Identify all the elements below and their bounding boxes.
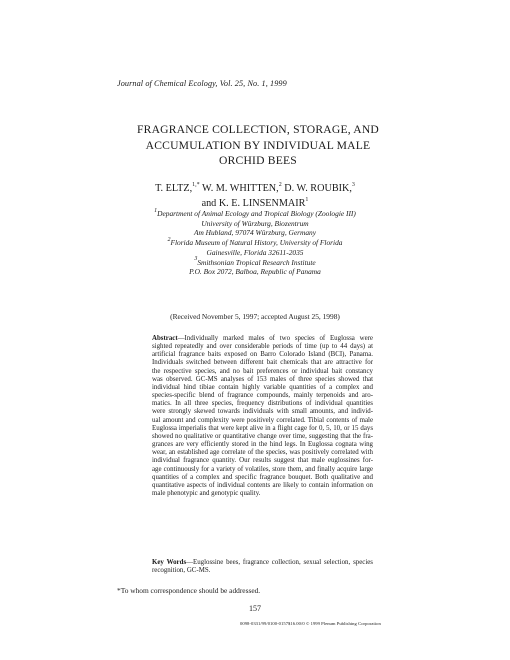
copyright-line: 0098-0331/99/0100-0157$16.00/0 © 1999 Plenum Publishing Corporation — [240, 621, 381, 626]
author-affil-mark: 2 — [278, 181, 282, 188]
affil-text: Smithsonian Tropical Research Institute — [197, 257, 316, 267]
abstract-line — [152, 335, 373, 343]
abstract — [152, 335, 373, 498]
and-conjunction: and — [201, 198, 217, 209]
keywords-line: recognition, GC-MS. — [152, 567, 211, 575]
abstract-line: grances are very efficiently stored in the hind legs. In Euglossa cognata wing — [152, 441, 373, 449]
abstract-line: wear, an established age correlate of the species, was positively correlated with — [152, 449, 373, 457]
page-number: 157 — [249, 604, 261, 613]
keywords-text: —Euglossine bees, fragrance collection, sexual selection, species — [186, 559, 373, 566]
affiliations — [120, 209, 390, 277]
abstract-line: was observed. GC-MS analyses of 153 males of three species showed that — [152, 375, 373, 383]
author-affil-mark: 1 — [305, 196, 309, 203]
affiliation-3-line-1 — [120, 258, 390, 268]
keywords-line — [152, 559, 373, 567]
abstract-line: quantities of a complex and specific fragrance bouquet. Both qualitative and — [152, 473, 373, 481]
author-affil-mark: 3 — [351, 181, 355, 188]
affil-mark: 2 — [167, 236, 171, 243]
abstract-line: Euglossa imperialis that were kept alive in a flight cage for 0, 5, 10, or 15 days — [152, 424, 373, 432]
author-list — [130, 181, 380, 211]
keywords-label: Key Words — [152, 559, 187, 566]
abstract-line: matics. In all three species, frequency distributions of individual quantities — [152, 400, 373, 408]
affiliation-1-line-2: University of Würzburg, Biozentrum — [201, 218, 309, 228]
affil-mark: 3 — [194, 256, 198, 263]
paper-title — [120, 122, 396, 169]
received-dates: (Received November 5, 1997; accepted August 25, 1998) — [170, 312, 340, 321]
author-name: D. W. ROUBIK, — [284, 183, 352, 194]
affiliation-1-line-1 — [120, 209, 390, 219]
journal-citation: Journal of Chemical Ecology, Vol. 25, No. 1, 1999 — [117, 79, 287, 88]
abstract-line: were strongly skewed towards individuals with small amounts, and individ- — [152, 408, 373, 416]
key-words — [152, 559, 373, 575]
abstract-line: artificial fragrance baits exposed on Barro Colorado Island (BCI), Panama. — [152, 351, 373, 359]
abstract-line: male phenotypic and genotypic quality. — [152, 489, 261, 497]
affil-text: Florida Museum of Natural History, University of Florida — [170, 238, 343, 248]
abstract-line: Individuals switched between different bait chemicals that are attractive for — [152, 359, 373, 367]
abstract-text: —Individually marked males of two species of Euglossa were — [177, 335, 373, 342]
abstract-line: ual amount and complexity were positively correlated. Tibial contents of male — [152, 416, 373, 424]
abstract-line: age continuously for a variety of volatiles, store them, and finally acquire large — [152, 465, 373, 473]
author-name: W. M. WHITTEN, — [202, 183, 279, 194]
affiliation-2-line-2: Gainesville, Florida 32611-2035 — [206, 247, 304, 257]
title-line-3: ORCHID BEES — [219, 154, 297, 168]
abstract-line: individual fragrance quantity. Our results suggest that male euglossines for- — [152, 457, 373, 465]
author-affil-mark: 1,* — [192, 181, 200, 188]
abstract-line: sighted repeatedly and over considerable periods of time (up to 44 days) at — [152, 343, 373, 351]
author-name: K. E. LINSENMAIR — [218, 198, 306, 209]
affiliation-3-line-2: P.O. Box 2072, Balboa, Republic of Panama — [189, 267, 321, 277]
abstract-line: showed no qualitative or quantitative change over time, suggesting that the fra- — [152, 432, 373, 440]
abstract-line: the respective species, and no bait preferences or individual bait constancy — [152, 367, 373, 375]
correspondence-footnote: *To whom correspondence should be addressed. — [117, 586, 261, 595]
author-line-1 — [130, 181, 380, 196]
affil-text: Department of Animal Ecology and Tropical Biology (Zoologie III) — [157, 209, 356, 218]
abstract-line: species-specific blend of fragrance compounds, mainly terpenoids and aro- — [152, 392, 373, 400]
affiliation-1-line-3: Am Hubland, 97074 Würzburg, Germany — [193, 228, 317, 238]
abstract-label: Abstract — [152, 335, 178, 342]
title-line-2: ACCUMULATION BY INDIVIDUAL MALE — [145, 138, 371, 152]
abstract-line: individual hind tibiae contain highly variable quantities of a complex and — [152, 383, 373, 391]
abstract-line: quantitative aspects of individual contents are likely to contain information on — [152, 481, 373, 489]
title-line-1: FRAGRANCE COLLECTION, STORAGE, AND — [136, 123, 379, 136]
affil-mark: 1 — [154, 207, 158, 214]
affiliation-2-line-1 — [120, 238, 390, 248]
author-name: T. ELTZ, — [155, 183, 193, 194]
